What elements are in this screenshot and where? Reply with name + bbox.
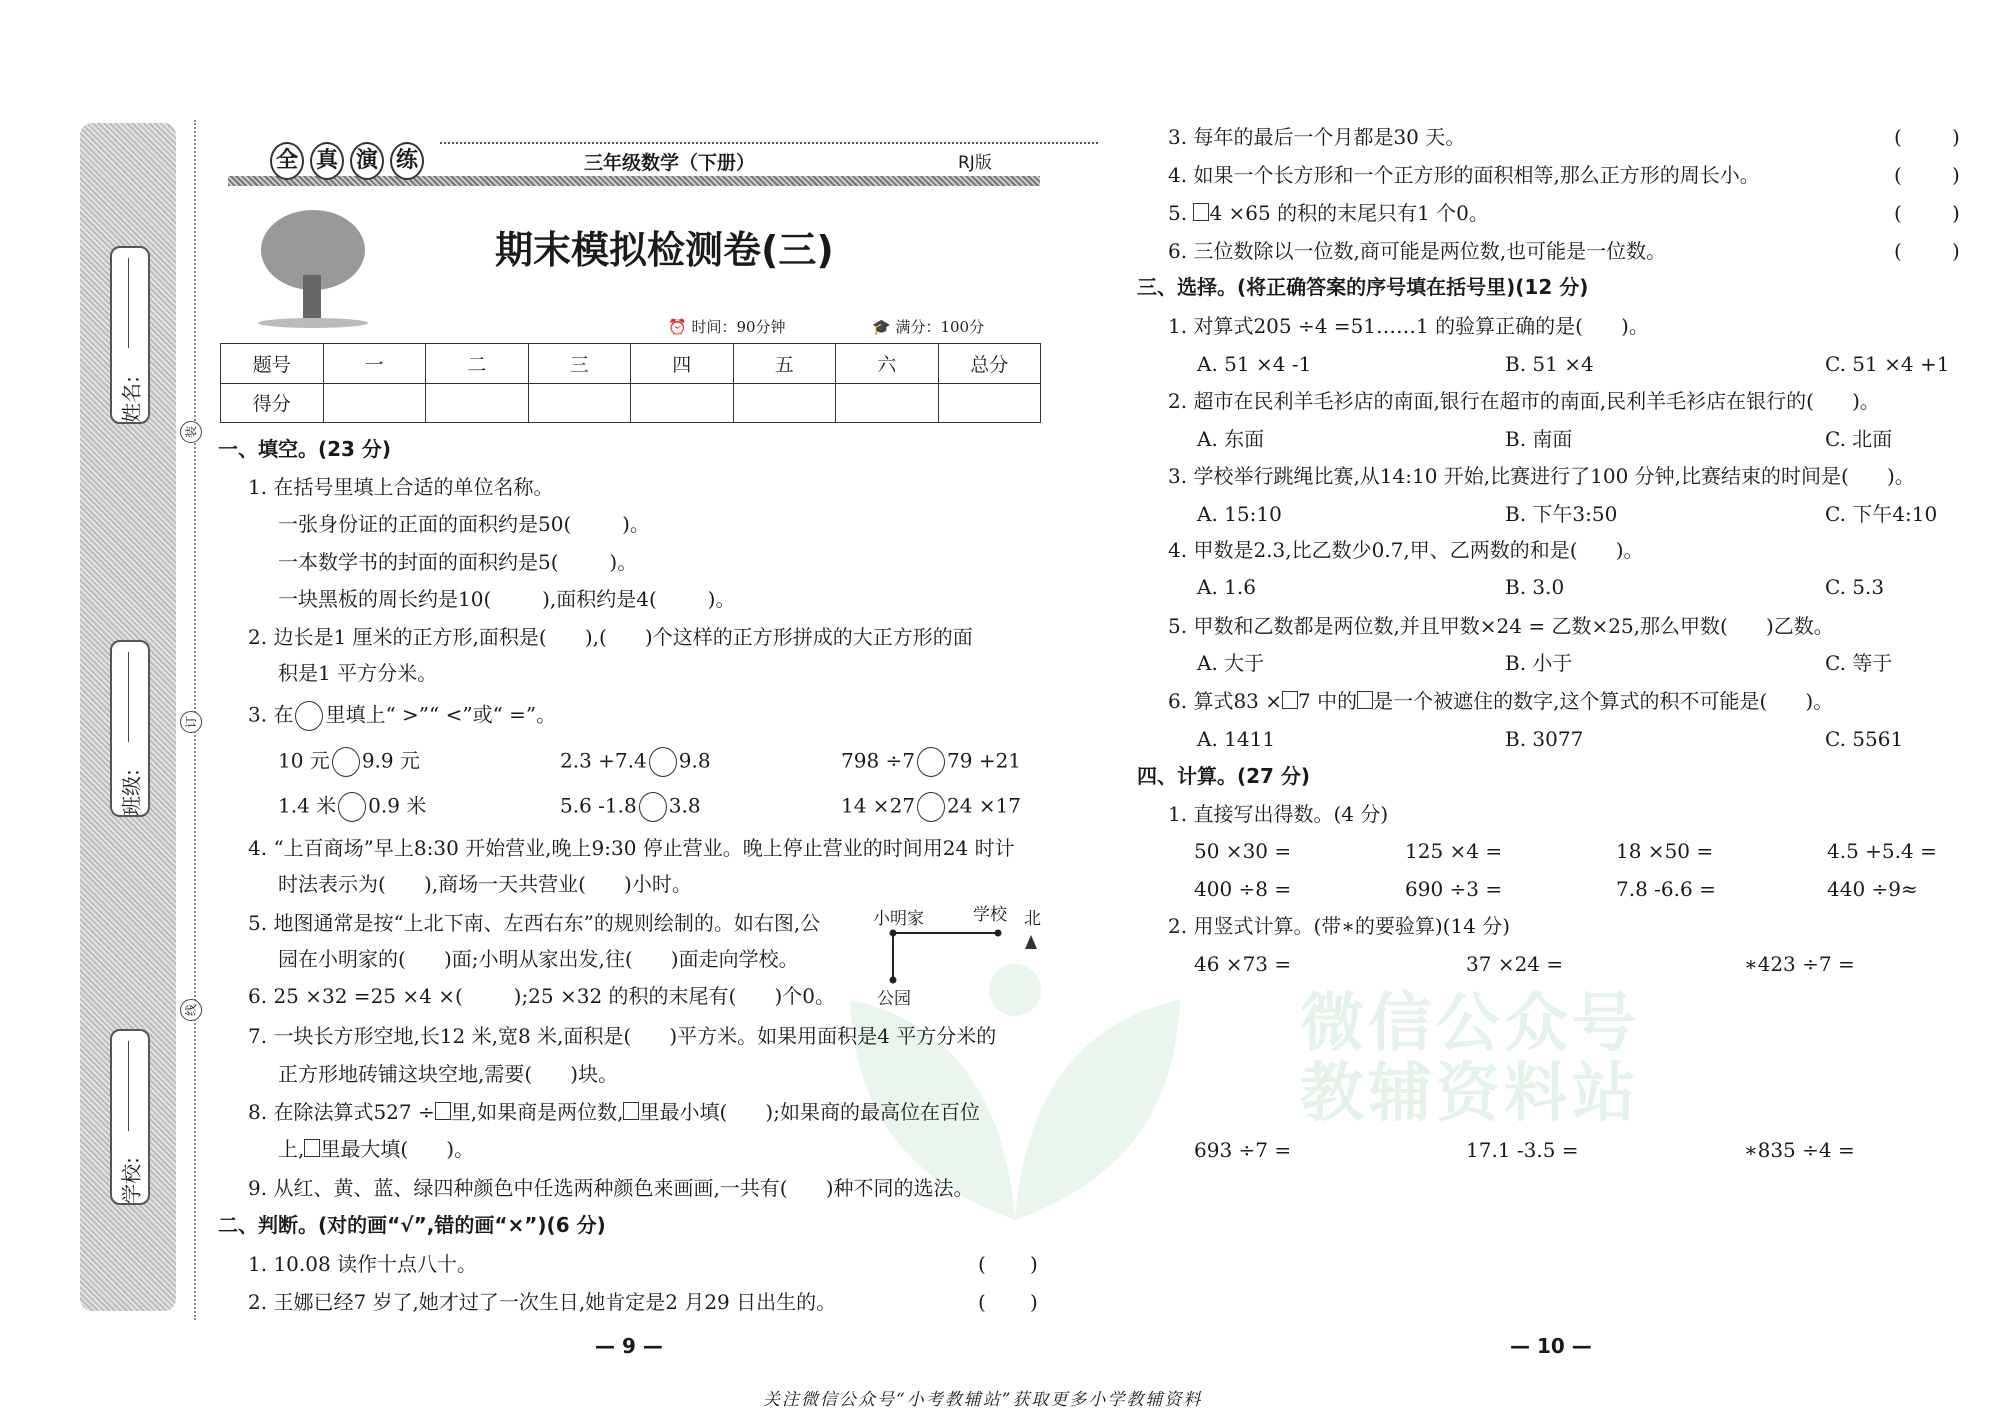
score-header: 总分 [938,344,1041,384]
answer-paren[interactable]: ( [1894,125,1902,149]
calc-item: 440 ÷9≈ [1827,877,1918,901]
hidden-digit-box [304,1139,320,1157]
q3-stem: 3. 在 [248,702,294,727]
school-field[interactable] [110,1029,150,1205]
compare-item: 5.6 -1.8 3.8 [560,792,701,822]
calc-item: 37 ×24 = [1466,952,1564,976]
score-header: 题号 [221,344,324,384]
score-cell[interactable] [528,383,631,423]
calc-item: ∗423 ÷7 = [1744,952,1855,976]
map-school-label: 学校 [973,905,1007,925]
calc-item: 17.1 -3.5 = [1466,1138,1579,1162]
page-number: — 9 — [595,1334,663,1358]
calc-item: 400 ÷8 = [1194,877,1292,901]
answer-paren: ) [1952,125,1960,149]
question-line: 上, 里最大填( )。 [278,1137,475,1161]
answer-paren[interactable]: ( [1894,239,1902,263]
choice-option[interactable]: A. 51 ×4 -1 [1197,352,1312,376]
calc-question: 1. 直接写出得数。(4 分) [1168,802,1389,826]
choice-option[interactable]: C. 下午4:10 [1825,502,1938,526]
graduation-cap-icon: 🎓 [872,318,891,336]
answer-circle[interactable] [332,747,360,777]
choice-option[interactable]: B. 3077 [1505,727,1584,751]
section-heading: 四、计算。(27 分) [1137,764,1311,788]
judge-item: 2. 王娜已经7 岁了,她才过了一次生日,她肯定是2 月29 日出生的。 [248,1290,837,1314]
binding-mark: 线 [180,999,202,1021]
compare-item: 798 ÷7 79 +21 [841,747,1021,777]
binding-mark: 订 [180,711,202,733]
compare-item: 1.4 米 0.9 米 [278,792,426,822]
answer-circle[interactable] [338,792,366,822]
time-info [668,314,786,340]
choice-option[interactable]: C. 北面 [1825,427,1893,451]
full-score-label: 满分：100分 [895,318,985,336]
section-heading: 二、判断。(对的画“√”,错的画“×”)(6 分) [218,1213,606,1237]
watermark-text: 微信公众号 [1300,987,1640,1061]
choice-question: 6. 算式83 × 7 中的 是一个被遮住的数字,这个算式的积不可能是( )。 [1168,689,1834,713]
question: 9. 从红、黄、蓝、绿四种颜色中任选两种颜色来画画,一共有( )种不同的选法。 [248,1176,974,1200]
map-park-label: 公园 [877,989,911,1009]
hidden-digit-box [1357,691,1373,709]
choice-option[interactable]: C. 5.3 [1825,575,1885,599]
series-char: 真 [310,142,344,180]
answer-paren: ) [1030,1290,1038,1314]
score-info [872,314,984,340]
choice-option[interactable]: B. 3.0 [1505,575,1565,599]
choice-option[interactable]: B. 下午3:50 [1505,502,1618,526]
question-line: 一块黑板的周长约是10( ),面积约是4( )。 [278,587,736,611]
choice-option[interactable]: C. 51 ×4 +1 [1825,352,1950,376]
score-cell[interactable] [836,383,939,423]
score-header: 二 [426,344,529,384]
answer-paren: ) [1952,201,1960,225]
section-heading: 三、选择。(将正确答案的序号填在括号里)(12 分) [1137,275,1589,299]
calc-item: 18 ×50 = [1616,839,1714,863]
hidden-digit-box [623,1102,639,1120]
series-char: 全 [270,142,304,180]
series-char: 演 [350,142,384,180]
tree-illustration [248,205,378,330]
score-cell[interactable] [426,383,529,423]
choice-question: 1. 对算式205 ÷4 =51……1 的验算正确的是( )。 [1168,314,1649,338]
choice-question: 4. 甲数是2.3,比乙数少0.7,甲、乙两数的和是( )。 [1168,538,1644,562]
calc-item: 125 ×4 = [1405,839,1503,863]
score-cell[interactable] [733,383,836,423]
score-header: 三 [528,344,631,384]
class-label: 班级: [119,769,144,816]
answer-circle[interactable] [639,792,667,822]
judge-item: 4. 如果一个长方形和一个正方形的面积相等,那么正方形的周长小。 [1168,163,1760,187]
score-row-label: 得分 [221,383,324,423]
binding-mark: 装 [180,421,202,443]
choice-option[interactable]: A. 东面 [1197,427,1265,451]
calc-item: 4.5 +5.4 = [1827,839,1937,863]
calc-item: ∗835 ÷4 = [1744,1138,1855,1162]
compare-item: 2.3 +7.4 9.8 [560,747,711,777]
score-cell[interactable] [938,383,1041,423]
series-char: 练 [390,142,424,180]
question-line: 时法表示为( ),商场一天共营业( )小时。 [278,872,692,896]
question: 5. 地图通常是按“上北下南、左西右东”的规则绘制的。如右图,公 [248,911,821,935]
footer-note: 关注微信公众号“小考教辅站”获取更多小学教辅资料 [763,1390,1203,1410]
calc-item: 50 ×30 = [1194,839,1292,863]
choice-option[interactable]: A. 大于 [1197,651,1265,675]
answer-paren[interactable]: ( [978,1290,986,1314]
answer-circle[interactable] [917,747,945,777]
judge-item: 3. 每年的最后一个月都是30 天。 [1168,125,1466,149]
question: 6. 25 ×32 =25 ×4 ×( );25 ×32 的积的末尾有( )个0。 [248,984,836,1008]
choice-option[interactable]: A. 1.6 [1197,575,1256,599]
map-north-label: 北 [1024,909,1041,929]
answer-paren[interactable]: ( [1894,201,1902,225]
compare-circle [295,701,323,731]
direction-map [885,925,1045,985]
choice-option[interactable]: C. 等于 [1825,651,1893,675]
compare-item: 10 元 9.9 元 [278,747,420,777]
watermark-text: 教辅资料站 [1300,1057,1640,1131]
score-cell[interactable] [631,383,734,423]
calc-item: 693 ÷7 = [1194,1138,1292,1162]
score-cell[interactable] [323,383,426,423]
question-line: 园在小明家的( )面;小明从家出发,往( )面走向学校。 [278,947,799,971]
north-arrow-icon [1025,935,1037,949]
name-field[interactable] [110,246,150,424]
question: 4. “上百商场”早上8:30 开始营业,晚上9:30 停止营业。晚上停止营业的时间用24 时计 [248,836,1015,860]
choice-option[interactable]: B. 小于 [1505,651,1573,675]
choice-option[interactable]: B. 南面 [1505,427,1573,451]
choice-question: 3. 学校举行跳绳比赛,从14:10 开始,比赛进行了100 分钟,比赛结束的时间是( )。 [1168,464,1915,488]
judge-item: 6. 三位数除以一位数,商可能是两位数,也可能是一位数。 [1168,239,1667,263]
question-line: 积是1 平方分米。 [278,661,438,685]
hidden-digit-box [1282,691,1298,709]
header-banner [228,128,1040,186]
answer-paren: ) [1952,163,1960,187]
calc-item: 46 ×73 = [1194,952,1292,976]
question-line: 正方形地砖铺这块空地,需要( )块。 [278,1062,619,1086]
question: 8. 在除法算式527 ÷ 里,如果商是两位数, 里最小填( );如果商的最高位在百位 [248,1100,980,1124]
page-number: — 10 — [1510,1334,1592,1358]
question [248,701,556,731]
question: 7. 一块长方形空地,长12 米,宽8 米,面积是( )平方米。如果用面积是4 平方分米的 [248,1024,997,1048]
choice-option[interactable]: B. 51 ×4 [1505,352,1594,376]
judge-item: 5. 4 ×65 的积的末尾只有1 个0。 [1168,201,1489,225]
clock-icon: ⏰ [668,318,687,336]
choice-option[interactable]: A. 1411 [1197,727,1276,751]
question: 1. 在括号里填上合适的单位名称。 [248,475,554,499]
school-label: 学校: [119,1157,144,1204]
calc-item: 7.8 -6.6 = [1616,877,1716,901]
hidden-digit-box [1193,203,1209,221]
q3-stem: 里填上“ >”“ <”或“ =”。 [325,702,557,727]
map-home-label: 小明家 [873,909,924,929]
score-header: 一 [323,344,426,384]
time-label: 时间：90分钟 [691,318,786,336]
question-line: 一张身份证的正面的面积约是50( )。 [278,512,650,536]
question: 2. 边长是1 厘米的正方形,面积是( ),( )个这样的正方形拼成的大正方形的面 [248,625,973,649]
calc-item: 690 ÷3 = [1405,877,1503,901]
answer-paren: ) [1030,1252,1038,1276]
calc-question: 2. 用竖式计算。(带∗的要验算)(14 分) [1168,914,1511,938]
binding-sidebar [80,123,176,1311]
answer-circle[interactable] [917,792,945,822]
score-header: 六 [836,344,939,384]
class-field[interactable] [110,640,150,817]
question-line: 一本数学书的封面的面积约是5( )。 [278,550,638,574]
answer-paren[interactable]: ( [1894,163,1902,187]
choice-question: 2. 超市在民利羊毛衫店的南面,银行在超市的南面,民利羊毛衫店在银行的( )。 [1168,389,1880,413]
judge-item: 1. 10.08 读作十点八十。 [248,1252,478,1276]
page-title: 期末模拟检测卷(三) [495,228,834,272]
score-header: 四 [631,344,734,384]
score-header: 五 [733,344,836,384]
answer-paren[interactable]: ( [978,1252,986,1276]
choice-option[interactable]: C. 5561 [1825,727,1904,751]
compare-item: 14 ×27 24 ×17 [841,792,1021,822]
edition-label: RJ版 [958,153,992,173]
answer-paren: ) [1952,239,1960,263]
subject-label: 三年级数学（下册） [584,152,756,174]
answer-circle[interactable] [649,747,677,777]
score-table [220,343,1041,423]
section-heading: 一、填空。(23 分) [218,437,392,461]
name-label: 姓名: [119,376,144,423]
choice-question: 5. 甲数和乙数都是两位数,并且甲数×24 = 乙数×25,那么甲数( )乙数。 [1168,614,1834,638]
hidden-digit-box [435,1102,451,1120]
choice-option[interactable]: A. 15:10 [1197,502,1282,526]
